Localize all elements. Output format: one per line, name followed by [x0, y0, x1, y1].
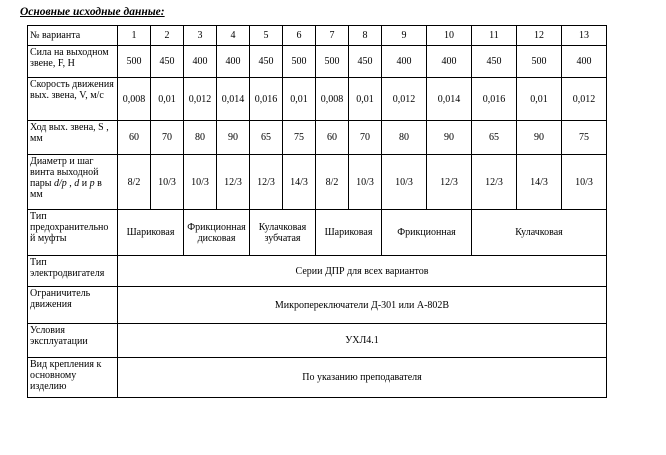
table-cell: 10/3	[562, 155, 607, 210]
motor-value: Серии ДПР для всех вариантов	[118, 256, 607, 287]
table-cell: 12/3	[217, 155, 250, 210]
table-cell: 75	[283, 121, 316, 155]
table-cell: 75	[562, 121, 607, 155]
variant-number: 2	[151, 26, 184, 46]
screw-label: Диаметр и шаг винта выходной пары d/p , d и p в мм	[28, 155, 118, 210]
table-cell: 0,012	[184, 78, 217, 121]
variant-number: 8	[349, 26, 382, 46]
page-title: Основные исходные данные:	[20, 6, 165, 18]
table-cell: 10/3	[349, 155, 382, 210]
screw-row	[28, 155, 607, 210]
force-label: Сила на выходном звене, F, Н	[28, 46, 118, 78]
table-cell: 65	[250, 121, 283, 155]
table-cell: 0,014	[217, 78, 250, 121]
table-cell: 0,012	[382, 78, 427, 121]
source-data-table	[27, 25, 607, 398]
conditions-value: УХЛ4.1	[118, 324, 607, 358]
clutch-type-cell: Фрикционная	[382, 210, 472, 256]
table-cell: 500	[283, 46, 316, 78]
table-cell: 8/2	[118, 155, 151, 210]
table-cell: 0,008	[316, 78, 349, 121]
table-cell: 400	[562, 46, 607, 78]
table-cell: 70	[151, 121, 184, 155]
table-cell: 65	[472, 121, 517, 155]
clutch-label: Тип предохранительно й муфты	[28, 210, 118, 256]
table-cell: 14/3	[517, 155, 562, 210]
limiter-value: Микропереключатели Д-301 или А-802В	[118, 287, 607, 324]
table-cell: 450	[151, 46, 184, 78]
table-cell: 450	[250, 46, 283, 78]
table-cell: 12/3	[250, 155, 283, 210]
table-cell: 12/3	[427, 155, 472, 210]
speed-label: Скорость движения вых. звена, V, м/с	[28, 78, 118, 121]
variant-number: 13	[562, 26, 607, 46]
motor-label: Тип электродвигателя	[28, 256, 118, 287]
force-row	[28, 46, 607, 78]
table-cell: 450	[349, 46, 382, 78]
table-cell: 10/3	[382, 155, 427, 210]
table-cell: 0,01	[349, 78, 382, 121]
clutch-type-cell: Шариковая	[316, 210, 382, 256]
table-cell: 400	[382, 46, 427, 78]
table-cell: 0,016	[250, 78, 283, 121]
table-cell: 450	[472, 46, 517, 78]
variant-number: 1	[118, 26, 151, 46]
variant-number: 3	[184, 26, 217, 46]
variant-number: 10	[427, 26, 472, 46]
conditions-label: Условия эксплуатации	[28, 324, 118, 358]
table-cell: 500	[517, 46, 562, 78]
mounting-value: По указанию преподавателя	[118, 358, 607, 398]
variant-number: 9	[382, 26, 427, 46]
clutch-type-cell: Кулачковая	[472, 210, 607, 256]
variant-number: 5	[250, 26, 283, 46]
table-cell: 80	[382, 121, 427, 155]
limiter-row	[28, 287, 607, 324]
table-cell: 90	[517, 121, 562, 155]
variant-number: 12	[517, 26, 562, 46]
clutch-type-cell: Шариковая	[118, 210, 184, 256]
table-cell: 0,016	[472, 78, 517, 121]
variant-header-row	[28, 26, 607, 46]
table-cell: 0,012	[562, 78, 607, 121]
table-cell: 60	[316, 121, 349, 155]
limiter-label: Ограничитель движения	[28, 287, 118, 324]
table-cell: 500	[316, 46, 349, 78]
table-cell: 400	[427, 46, 472, 78]
table-cell: 80	[184, 121, 217, 155]
table-cell: 8/2	[316, 155, 349, 210]
table-cell: 60	[118, 121, 151, 155]
variant-number: 11	[472, 26, 517, 46]
table-cell: 10/3	[151, 155, 184, 210]
stroke-label: Ход вых. звена, S , мм	[28, 121, 118, 155]
table-cell: 14/3	[283, 155, 316, 210]
table-cell: 0,01	[151, 78, 184, 121]
speed-row	[28, 78, 607, 121]
table-cell: 90	[427, 121, 472, 155]
table-cell: 400	[184, 46, 217, 78]
table-cell: 12/3	[472, 155, 517, 210]
mounting-row	[28, 358, 607, 398]
table-cell: 70	[349, 121, 382, 155]
table-cell: 500	[118, 46, 151, 78]
table-cell: 0,01	[517, 78, 562, 121]
variant-number: 6	[283, 26, 316, 46]
conditions-row	[28, 324, 607, 358]
table-cell: 0,014	[427, 78, 472, 121]
clutch-type-cell: Кулачковая зубчатая	[250, 210, 316, 256]
table-cell: 0,01	[283, 78, 316, 121]
variant-number: 4	[217, 26, 250, 46]
stroke-row	[28, 121, 607, 155]
table-cell: 10/3	[184, 155, 217, 210]
variant-header-label: № варианта	[28, 26, 118, 46]
table-cell: 90	[217, 121, 250, 155]
mounting-label: Вид крепления к основному изделию	[28, 358, 118, 398]
variant-number: 7	[316, 26, 349, 46]
table-cell: 0,008	[118, 78, 151, 121]
clutch-type-cell: Фрикционная дисковая	[184, 210, 250, 256]
motor-row	[28, 256, 607, 287]
clutch-row	[28, 210, 607, 256]
table-cell: 400	[217, 46, 250, 78]
